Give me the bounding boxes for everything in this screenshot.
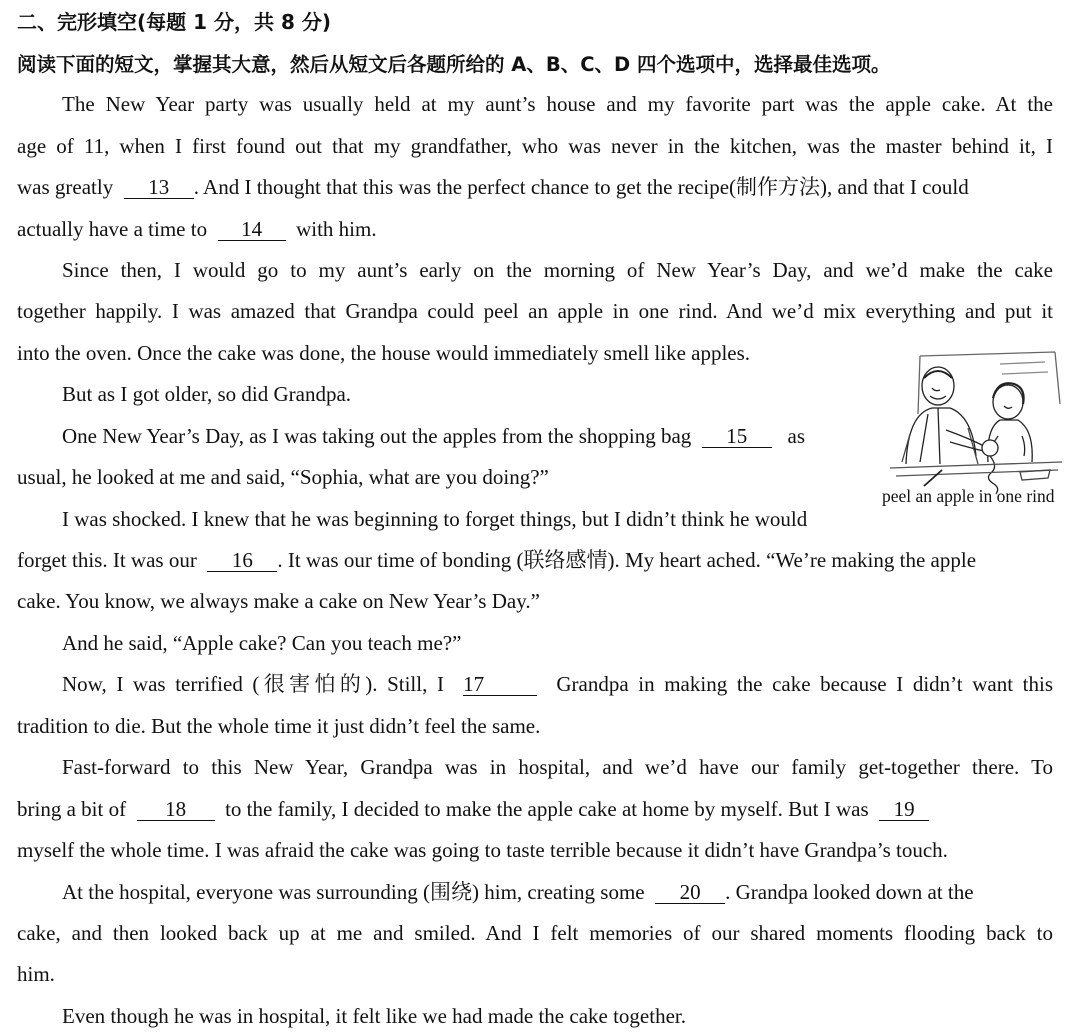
figure-caption: peel an apple in one rind [882, 486, 1055, 506]
passage-line: The New Year party was usually held at my aunt’s house and my favorite part was the apple cake. At the [62, 92, 1053, 116]
passage-line: Since then, I would go to my aunt’s early on the morning of New Year’s Day, and we’d make the cake [62, 258, 1053, 282]
passage-line: age of 11, when I first found out that my grandfather, who was never in the kitchen, was the master behind it, I [17, 134, 1053, 158]
passage-line: I was shocked. I knew that he was beginning to forget things, but I didn’t think he would [62, 507, 808, 531]
passage-line: tradition to die. But the whole time it just didn’t feel the same. [17, 714, 541, 738]
section-instruction: 阅读下面的短文，掌握其大意，然后从短文后各题所给的 A、B、C、D 四个选项中，选择最佳选项。 [17, 53, 891, 76]
passage-line: Fast-forward to this New Year, Grandpa was in hospital, and we’d have our family get-together there. To [62, 755, 1053, 779]
blank-20: 20 [655, 881, 725, 904]
passage-line: him. [17, 962, 55, 986]
blank-14: 14 [218, 218, 286, 241]
blank-19: 19 [879, 798, 929, 821]
passage-line: actually have a time to 14 with him. [17, 217, 377, 241]
section-title: 二、完形填空(每题 1 分，共 8 分) [17, 10, 331, 34]
passage-line: usual, he looked at me and said, “Sophia, what are you doing?” [17, 465, 549, 489]
passage-line: cake, and then looked back up at me and smiled. And I felt memories of our shared moments flooding back to [17, 921, 1053, 945]
passage-line: was greatly 13 . And I thought that this was the perfect chance to get the recipe(制作方法), and that I could [17, 175, 969, 199]
passage-line: bring a bit of 18 to the family, I decided to make the apple cake at home by myself. But I was 19 [17, 796, 1053, 822]
passage-line: But as I got older, so did Grandpa. [62, 382, 352, 406]
blank-15: 15 [702, 425, 772, 448]
blank-13: 13 [124, 176, 194, 199]
passage-line: Even though he was in hospital, it felt like we had made the cake together. [62, 1004, 686, 1028]
passage-line: Now, I was terrified (很害怕的). Still, I 17 Grandpa in making the cake because I didn’t want this [62, 672, 1053, 696]
passage-line: myself the whole time. I was afraid the cake was going to taste terrible because it didn’t have Grandpa’s touch. [17, 838, 948, 862]
passage-line: into the oven. Once the cake was done, the house would immediately smell like apples. [17, 341, 751, 365]
passage-line: And he said, “Apple cake? Can you teach me?” [62, 631, 462, 655]
blank-16: 16 [207, 549, 277, 572]
passage-line: cake. You know, we always make a cake on New Year’s Day.” [17, 589, 540, 613]
blank-18: 18 [137, 798, 215, 821]
passage-line: At the hospital, everyone was surrounding (围绕) him, creating some 20 . Grandpa looked down at the [62, 880, 974, 904]
passage-line: forget this. It was our 16 . It was our time of bonding (联络感情). My heart ached. “We’re making the apple [17, 548, 977, 572]
passage-line: together happily. I was amazed that Grandpa could peel an apple in one rind. And we’d mix everything and put it [17, 299, 1053, 323]
passage-line: One New Year’s Day, as I was taking out the apples from the shopping bag 15 as [62, 424, 806, 448]
blank-17: 17 [463, 673, 537, 696]
